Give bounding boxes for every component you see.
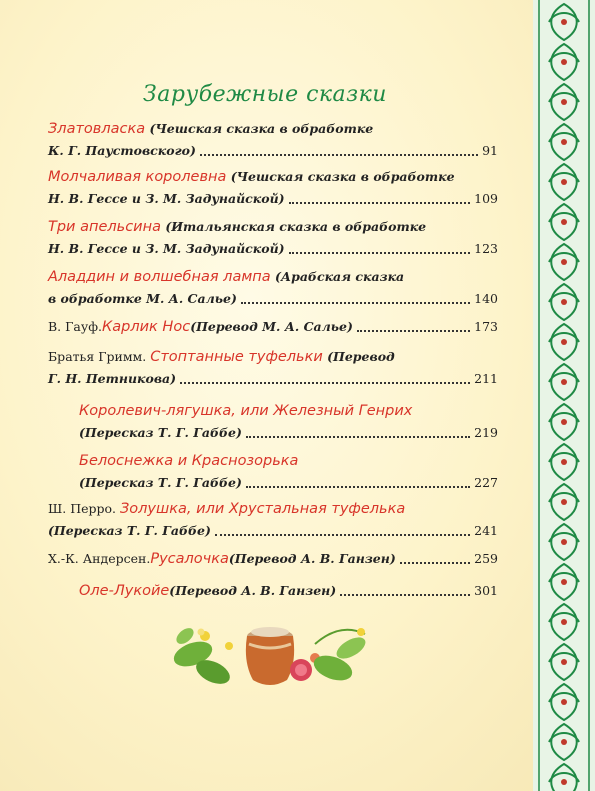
toc-entry[interactable] (48, 216, 498, 260)
toc-entry[interactable] (79, 450, 498, 494)
leader-dots (241, 301, 470, 304)
leader-dots (200, 153, 478, 156)
tale-note-line2: К. Г. Паустовского) (48, 143, 196, 158)
tale-title[interactable]: Золушка, или Хрустальная туфелька (120, 501, 406, 517)
leader-dots (400, 561, 470, 564)
toc-entry[interactable] (48, 266, 498, 310)
ornamental-border (533, 0, 595, 791)
page-number: 219 (474, 425, 498, 440)
tale-title[interactable]: Стоптанные туфельки (150, 349, 323, 365)
leader-dots (357, 329, 470, 332)
page-number: 109 (474, 191, 498, 206)
tale-title[interactable]: Королевич-лягушка, или Железный Генрих (79, 403, 413, 419)
toc-entry[interactable] (48, 166, 498, 210)
tale-title[interactable]: Златовласка (48, 121, 146, 137)
tale-title[interactable]: Аладдин и волшебная лампа (48, 269, 271, 285)
toc-entry[interactable] (48, 498, 498, 542)
leader-dots (180, 381, 470, 384)
toc-entry[interactable] (79, 400, 498, 444)
toc-entry[interactable] (48, 346, 498, 390)
page-number: 173 (474, 319, 498, 334)
leader-dots (215, 533, 470, 536)
leader-dots (340, 593, 470, 596)
leader-dots (289, 251, 471, 254)
tale-note-line2: в обработке М. А. Салье) (48, 291, 237, 306)
tale-title[interactable]: Оле-Лукойе (79, 583, 170, 599)
page-number: 259 (474, 551, 498, 566)
tale-note: (Итальянская сказка в обработке (160, 219, 427, 234)
page-number: 227 (474, 475, 498, 490)
tale-note-line2: Н. В. Гессе и З. М. Задунайской) (48, 241, 285, 256)
toc-entry[interactable] (79, 580, 498, 602)
tale-note-line2: (Пересказ Т. Г. Габбе) (79, 475, 242, 490)
tale-note-line2: Г. Н. Петникова) (48, 371, 177, 386)
tale-title[interactable]: Три апельсина (48, 219, 161, 235)
toc-entry[interactable] (48, 118, 498, 162)
author-name: Ш. Перро. (48, 501, 120, 516)
tale-note-line2: Н. В. Гессе и З. М. Задунайской) (48, 191, 285, 206)
ornament-pattern (533, 0, 595, 791)
tale-title[interactable]: Белоснежка и Краснозорька (79, 453, 299, 469)
tale-note: (Перевод (322, 349, 395, 364)
leader-dots (246, 435, 470, 438)
leader-dots (246, 485, 470, 488)
tale-title[interactable]: Русалочка (150, 551, 229, 567)
tale-note-line2: (Пересказ Т. Г. Габбе) (79, 425, 242, 440)
author-name: Братья Гримм. (48, 349, 151, 364)
page-number: 140 (474, 291, 498, 306)
tale-note: (Чешская сказка в обработке (145, 121, 374, 136)
toc-entry[interactable] (48, 316, 498, 338)
author-name: Х.-К. Андерсен. (48, 551, 151, 566)
tale-title[interactable]: Молчаливая королевна (48, 169, 227, 185)
toc-entry[interactable] (48, 548, 498, 570)
tale-note: (Перевод А. В. Ганзен) (228, 551, 396, 566)
page-number: 91 (482, 143, 498, 158)
leader-dots (289, 201, 471, 204)
tale-note-line2: (Пересказ Т. Г. Габбе) (48, 523, 211, 538)
author-name: В. Гауф. (48, 319, 102, 334)
page-number: 211 (474, 371, 498, 386)
page-number: 241 (474, 523, 498, 538)
tale-note: (Перевод М. А. Салье) (190, 319, 353, 334)
tale-note: (Арабская сказка (270, 269, 405, 284)
page-number: 301 (474, 583, 498, 598)
pot-with-flowers-illustration (165, 614, 375, 690)
page-title: Зарубежные сказки (143, 82, 387, 107)
tale-note: (Чешская сказка в обработке (226, 169, 455, 184)
tale-title[interactable]: Карлик Нос (101, 319, 191, 335)
page-number: 123 (474, 241, 498, 256)
tale-note: (Перевод А. В. Ганзен) (169, 583, 337, 598)
